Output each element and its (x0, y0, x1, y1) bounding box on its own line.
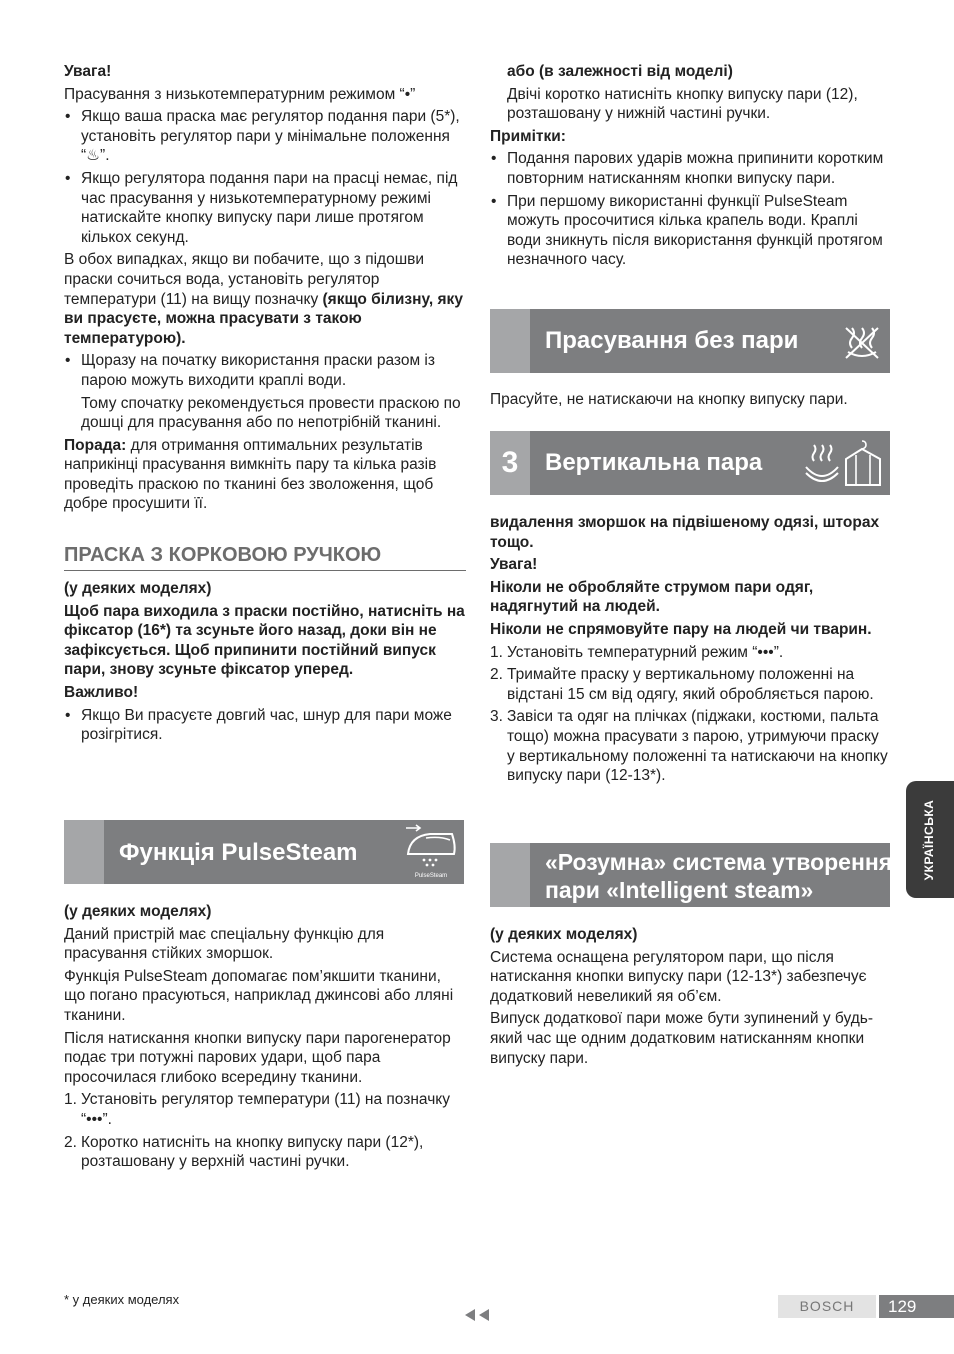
list-item: • Якщо регулятора подання пари на прасці немає, під час прасування у низькотемпературному режимі натискайте кнопку випуску пари лише протягом кількох секунд. (64, 169, 466, 247)
notes-label: Примітки: (490, 127, 566, 145)
pulsesteam-section (64, 902, 466, 1175)
pulsesteam-icon (402, 824, 460, 886)
list-item: • Щоразу на початку використання праски разом із парою можуть виходити краплі води. (64, 351, 466, 390)
pulse-models-note: (у деяких моделях) (64, 903, 212, 920)
list-item: • При першому використанні функції PulseSteam можуть просочитися кілька крапель води. Краплі води зникнуть після використання функцій протягом незначного часу. (490, 192, 890, 270)
cork-models-note: (у деяких моделях) (64, 580, 212, 598)
low-temp-intro: Прасування з низькотемпературним режимом “•” (64, 85, 416, 103)
no-steam-text: Прасуйте, не натискаючи на кнопку випуску пари. (490, 391, 848, 408)
tip-text: для отримання оптимальних результатів наприкінці прасування вимкніть пару та кілька разів проведіть праскою по тканині без зволоження, щоб добре просушити її. (64, 436, 437, 513)
pulse-paragraph: Даний пристрій має спеціальну функцію для прасування стійких зморшок. (64, 925, 385, 963)
list-item: 1. Установіть температурний режим “•••”. (490, 643, 784, 661)
vertical-steam-title: Вертикальна пара (545, 449, 763, 476)
left-column (64, 62, 466, 748)
intelligent-steam-section (490, 925, 890, 1071)
banner-stub (64, 820, 104, 884)
list-item: • Якщо Ви прасуєте довгий час, шнур для пари може розігрітися. (64, 706, 466, 745)
smart-models-note: (у деяких моделях) (490, 926, 638, 943)
vertical-steam-banner (490, 431, 890, 495)
vertical-steam-icon (800, 439, 886, 493)
pulse-paragraph: Функція PulseSteam допомагає пом’якшити тканини, що погано прасуються, наприклад джинсові або лляні тканини. (64, 967, 454, 1024)
vertical-warning-label: Увага! (490, 556, 538, 574)
list-item: 2. Тримайте праску у вертикальному положенні на відстані 15 см від одягу, який обробляється парою. (490, 666, 874, 703)
page-nav[interactable] (463, 1307, 491, 1329)
list-item: • Подання парових ударів можна припинити коротким повторним натисканням кнопки випуску пари. (490, 149, 890, 188)
no-steam-title: Прасування без пари (545, 327, 799, 354)
both-cases-bold: (якщо білизну, яку ви прасуєте, можна прасувати з такою температурою). (64, 290, 463, 347)
banner-stub (490, 309, 530, 373)
or-model-text: Двічі коротко натисніть кнопку випуску пари (12), розташовану у нижній частині ручки. (507, 85, 858, 123)
smart-paragraph: Випуск додаткової пари може бути зупинений у будь-який час ще одним додатковим натисканням кнопки випуску пари. (490, 1010, 873, 1067)
both-cases-paragraph (64, 250, 466, 348)
list-item: 2. Коротко натисніть на кнопку випуску пари (12*), розташовану у верхній частині ручки. (64, 1133, 424, 1171)
first-use-note: Тому спочатку рекомендується провести праскою по дошці для прасування або по непотрібній тканині. (81, 394, 461, 432)
or-model-label: або (в залежності від моделі) (507, 63, 733, 80)
language-tab (906, 781, 954, 898)
language-tab-label: УКРАЇНСЬКА (922, 799, 937, 880)
list-item: • Якщо ваша праска має регулятор подання пари (5*), установіть регулятор пари у мінімальне положення “♨”. (64, 107, 466, 166)
vertical-warning: Ніколи не обробляйте струмом пари одяг, надягнутий на людей. (490, 578, 814, 616)
list-item: 3. Завіси та одяг на плічках (піджаки, костюми, пальта тощо) можна прасувати з парою, утримуючи праску у вертикальному положенні та натискаючи на кнопку випуску пари (12-13*). (490, 708, 888, 785)
pulsesteam-title: Функція PulseSteam (119, 839, 358, 866)
previous-page-icon[interactable] (463, 1307, 491, 1323)
right-column (490, 62, 890, 273)
vertical-steam-section (490, 513, 890, 789)
title-line: пари «Intelligent steam» (545, 877, 814, 903)
svg-text:PulseSteam: PulseSteam (414, 873, 448, 879)
banner-stub (490, 843, 530, 907)
vertical-warning: Ніколи не спрямовуйте пару на людей чи тварин. (490, 620, 872, 638)
tip-paragraph (64, 436, 466, 514)
intelligent-steam-title (545, 848, 892, 904)
brand-label: BOSCH (778, 1295, 876, 1318)
pulsesteam-banner (64, 820, 464, 884)
both-cases-text: В обох випадках, якщо ви побачите, що з підошви праски сочиться вода, установіть регулятор температури (11) на вищу позначку (64, 251, 425, 308)
cork-instructions: Щоб пара виходила з праски постійно, натисніть на фіксатор (16*) та зсуньте його назад, доки він не зафіксується. Щоб припинити постійний випуск пари, знову зсуньте фіксатор уперед. (64, 602, 465, 679)
list-item: 1. Установіть регулятор температури (11) на позначку “•••”. (64, 1091, 450, 1128)
pulse-paragraph: Після натискання кнопки випуску пари парогенератор подає три потужні парових удари, щоб пара просочилася глибоко всередину тканини. (64, 1029, 451, 1086)
intelligent-steam-banner (490, 843, 893, 907)
page-number: 129 (879, 1295, 954, 1318)
vertical-purpose: видалення зморшок на підвішеному одязі, шторах тощо. (490, 514, 880, 551)
no-steam-icon (842, 322, 882, 368)
tip-label: Порада: (64, 436, 127, 454)
important-label: Важливо! (64, 684, 139, 702)
footnote: * у деяких моделях (64, 1292, 180, 1307)
no-steam-banner (490, 309, 890, 373)
warning-title: Увага! (64, 63, 112, 80)
section-number: 3 (501, 446, 519, 479)
cork-handle-heading: ПРАСКА З КОРКОВОЮ РУЧКОЮ (64, 543, 466, 571)
smart-paragraph: Система оснащена регулятором пари, що після натискання кнопки випуску пари (12-13*) забезпечує додатковий невеликий яя об’єм. (490, 948, 867, 1005)
title-line: «Розумна» система утворення (545, 849, 893, 875)
